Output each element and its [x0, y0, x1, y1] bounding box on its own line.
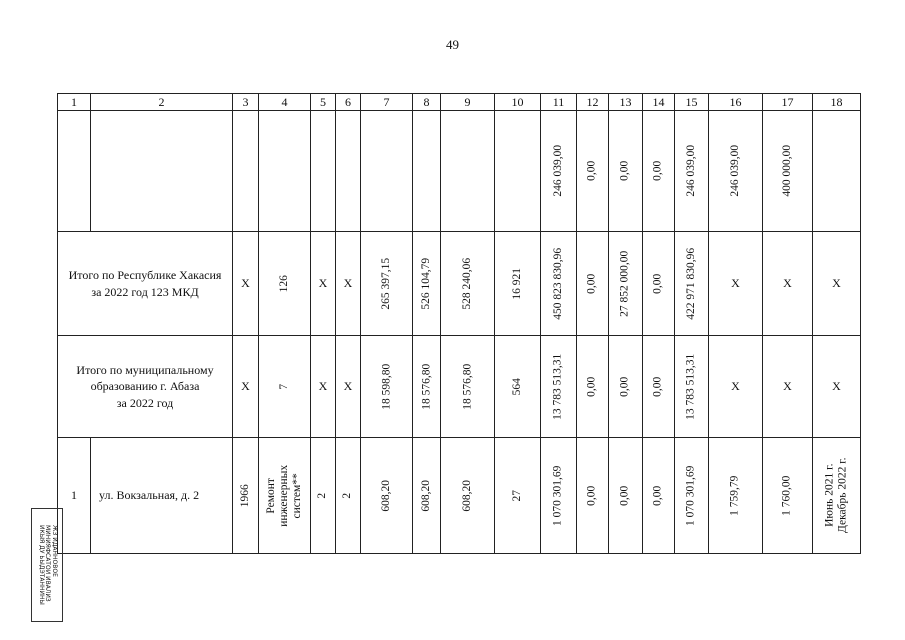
header-col-12 [577, 94, 609, 111]
row-top-col-17 [763, 111, 813, 232]
row-total-abaza-col-14-text: 0,00 [651, 376, 664, 397]
row-item-col-10-text: 27 [510, 489, 523, 502]
row-item-col-3-text: 1966 [238, 484, 251, 507]
row-total-khakasia-col-8 [413, 232, 441, 336]
header-col-2-text: 2 [158, 94, 165, 109]
row-total-khakasia-col-13-text: 27 852 000,00 [618, 250, 631, 317]
row-item-col-14 [643, 438, 675, 554]
page-number: 49 [446, 37, 459, 52]
row-item-col-5 [311, 438, 336, 554]
row-total-abaza-col-6 [336, 336, 361, 438]
row-item-col-4-text: Ремонт инженерных систем** [264, 464, 304, 527]
row-total-abaza-col-15-text: 13 783 513,31 [684, 353, 697, 420]
header-col-3-text: 3 [242, 94, 249, 109]
header-col-1 [58, 94, 91, 111]
row-top-col-18 [813, 111, 861, 232]
row-total-khakasia-col-17-text: X [783, 276, 792, 291]
row-item-col-2 [91, 438, 233, 554]
row-total-khakasia-col-11 [541, 232, 577, 336]
row-total-abaza-col-4-text: 7 [277, 383, 290, 390]
row-total-khakasia-col-4 [259, 232, 311, 336]
row-total-abaza-col-7 [361, 336, 413, 438]
header-col-3 [233, 94, 259, 111]
row-top-col-4 [259, 111, 311, 232]
row-total-khakasia-col-15 [675, 232, 709, 336]
row-total-abaza-col-10 [495, 336, 541, 438]
header-col-4 [259, 94, 311, 111]
row-top-col-5 [311, 111, 336, 232]
row-total-abaza-col-3-text: X [241, 379, 250, 394]
row-total-abaza-col-15 [675, 336, 709, 438]
row-total-khakasia-col-13 [609, 232, 643, 336]
row-total-abaza-col-9-text: 18 576,80 [460, 363, 473, 410]
row-total-abaza-col-16-text: X [731, 379, 740, 394]
header-col-13 [609, 94, 643, 111]
row-item-col-17 [763, 438, 813, 554]
row-total-abaza-col-8-text: 18 576,80 [419, 363, 432, 410]
row-total-khakasia-col-5-text: X [318, 276, 328, 291]
header-col-13-text: 13 [619, 94, 632, 109]
header-col-11-text: 11 [552, 94, 565, 109]
row-item-col-15-text: 1 070 301,69 [684, 465, 697, 526]
header-col-5-text: 5 [320, 94, 326, 109]
row-total-abaza-label [58, 336, 233, 438]
row-total-khakasia-col-16-text: X [731, 276, 740, 291]
row-total-abaza-col-5-text: X [318, 379, 328, 394]
row-total-abaza-col-3 [233, 336, 259, 438]
row-total-khakasia-col-7 [361, 232, 413, 336]
header-col-18 [813, 94, 861, 111]
row-total-abaza-col-11-text: 13 783 513,31 [551, 353, 564, 420]
row-top-col-7 [361, 111, 413, 232]
row-total-abaza-col-6-text: X [343, 379, 353, 394]
row-top-col-6 [336, 111, 361, 232]
row-total-khakasia-label [58, 232, 233, 336]
row-total-khakasia-col-4-text: 126 [277, 274, 290, 293]
row-item-col-16 [709, 438, 763, 554]
row-total-khakasia-col-6 [336, 232, 361, 336]
row-top-col-16 [709, 111, 763, 232]
row-total-abaza-col-4 [259, 336, 311, 438]
header-col-15 [675, 94, 709, 111]
header-col-10-text: 10 [511, 94, 524, 109]
header-col-5 [311, 94, 336, 111]
header-col-14-text: 14 [652, 94, 665, 109]
row-total-abaza-col-13 [609, 336, 643, 438]
row-top-col-10 [495, 111, 541, 232]
row-top-col-15-text: 246 039,00 [684, 145, 697, 197]
row-item-col-11 [541, 438, 577, 554]
row-total-khakasia-label-text: Итого по Республике Хакасия за 2022 год 123 МКД [68, 268, 222, 299]
row-item-col-8-text: 608,20 [419, 479, 432, 512]
row-top-col-2 [91, 111, 233, 232]
header-col-7 [361, 94, 413, 111]
row-top-col-17-text: 400 000,00 [780, 145, 793, 197]
row-top-col-9 [441, 111, 495, 232]
row-top-col-11 [541, 111, 577, 232]
header-col-17 [763, 94, 813, 111]
header-col-8 [413, 94, 441, 111]
row-item-col-13 [609, 438, 643, 554]
row-total-khakasia-col-11-text: 450 823 830,96 [551, 247, 564, 320]
header-col-9-text: 9 [464, 94, 471, 109]
row-item-col-15 [675, 438, 709, 554]
header-col-1-text: 1 [71, 94, 77, 109]
header-col-16-text: 16 [729, 94, 742, 109]
row-item-col-11-text: 1 070 301,69 [551, 465, 564, 526]
row-total-abaza-col-5 [311, 336, 336, 438]
row-total-khakasia-col-9-text: 528 240,06 [460, 257, 473, 310]
row-item-col-6 [336, 438, 361, 554]
row-item-col-6-text: 2 [341, 492, 354, 499]
row-top-col-14-text: 0,00 [651, 160, 664, 182]
header-col-14 [643, 94, 675, 111]
row-item-col-14-text: 0,00 [651, 485, 664, 506]
row-top-col-3 [233, 111, 259, 232]
header-col-18-text: 18 [830, 94, 843, 109]
row-total-khakasia-col-3 [233, 232, 259, 336]
row-total-khakasia-col-15-text: 422 971 830,96 [684, 247, 697, 320]
row-top-col-8 [413, 111, 441, 232]
header-col-16 [709, 94, 763, 111]
row-total-abaza-col-11 [541, 336, 577, 438]
row-item-col-7-text: 608,20 [379, 479, 392, 512]
row-total-abaza-col-12-text: 0,00 [585, 376, 598, 397]
row-total-abaza-col-9 [441, 336, 495, 438]
row-total-khakasia-col-14-text: 0,00 [651, 273, 664, 294]
row-total-abaza-col-18-text: X [832, 379, 841, 394]
row-total-abaza-col-18 [813, 336, 861, 438]
row-item-col-5-text: 2 [316, 492, 329, 499]
row-item-col-1-text: 1 [71, 488, 77, 503]
row-total-khakasia-col-14 [643, 232, 675, 336]
header-col-12-text: 12 [586, 94, 599, 109]
row-top-col-15 [675, 111, 709, 232]
header-col-7-text: 7 [383, 94, 390, 109]
row-item-col-13-text: 0,00 [618, 485, 631, 506]
row-item-col-3 [233, 438, 259, 554]
row-total-khakasia-col-7-text: 265 397,15 [379, 257, 392, 310]
row-top-col-11-text: 246 039,00 [551, 145, 564, 197]
header-col-17-text: 17 [781, 94, 794, 109]
row-top-col-14 [643, 111, 675, 232]
header-col-9 [441, 94, 495, 111]
row-total-khakasia-col-18 [813, 232, 861, 336]
header-col-6 [336, 94, 361, 111]
header-col-6-text: 6 [345, 94, 351, 109]
row-total-abaza-col-14 [643, 336, 675, 438]
header-col-4-text: 4 [281, 94, 288, 109]
row-item-col-9-text: 608,20 [460, 479, 473, 512]
row-total-khakasia-col-16 [709, 232, 763, 336]
header-col-10 [495, 94, 541, 111]
row-total-khakasia-col-8-text: 526 104,79 [419, 257, 432, 310]
row-total-khakasia-col-17 [763, 232, 813, 336]
data-table [57, 93, 861, 554]
row-total-khakasia-col-3-text: X [241, 276, 250, 291]
row-item-col-12-text: 0,00 [585, 485, 598, 506]
row-total-khakasia-col-6-text: X [343, 276, 353, 291]
row-total-abaza-label-text: Итого по муниципальному образованию г. Абаза за 2022 год [76, 363, 214, 410]
row-total-abaza-col-17 [763, 336, 813, 438]
row-item-col-8 [413, 438, 441, 554]
row-total-abaza-col-16 [709, 336, 763, 438]
row-total-khakasia-col-5 [311, 232, 336, 336]
row-top-col-12 [577, 111, 609, 232]
row-total-abaza-col-10-text: 564 [510, 377, 523, 396]
row-total-khakasia-col-18-text: X [832, 276, 841, 291]
row-item-col-2-text: ул. Вокзальная, д. 2 [99, 488, 200, 503]
row-total-abaza-col-13-text: 0,00 [618, 376, 631, 397]
header-col-8-text: 8 [423, 94, 430, 109]
row-item-col-12 [577, 438, 609, 554]
row-total-khakasia-col-9 [441, 232, 495, 336]
stamp-text: ЖЗ ИДАННОВОЕ МИНИЯФСАТОИ ИВАЛИЗ ИКЫЯ ДУ ЬЫДЭТАННИНЫ [37, 525, 58, 605]
row-item-col-10 [495, 438, 541, 554]
row-top-col-12-text: 0,00 [585, 160, 598, 182]
row-item-col-16-text: 1 759,79 [728, 475, 741, 516]
row-total-khakasia-col-12 [577, 232, 609, 336]
row-total-khakasia-col-10-text: 16 921 [510, 267, 523, 300]
row-item-col-18 [813, 438, 861, 554]
row-item-col-18-text: Июнь 2021 г. Декабрь 2022 г. [823, 457, 849, 534]
row-item-col-7 [361, 438, 413, 554]
row-top-col-13-text: 0,00 [618, 160, 631, 182]
row-top-col-1 [58, 111, 91, 232]
row-total-abaza-col-8 [413, 336, 441, 438]
row-total-khakasia-col-10 [495, 232, 541, 336]
header-col-11 [541, 94, 577, 111]
header-col-2 [91, 94, 233, 111]
row-item-col-4 [259, 438, 311, 554]
row-total-abaza-col-12 [577, 336, 609, 438]
row-total-khakasia-col-12-text: 0,00 [585, 273, 598, 294]
header-col-15-text: 15 [685, 94, 698, 109]
row-total-abaza-col-17-text: X [783, 379, 792, 394]
approval-stamp [31, 508, 63, 622]
row-top-col-16-text: 246 039,00 [728, 145, 741, 197]
row-top-col-13 [609, 111, 643, 232]
row-total-abaza-col-7-text: 18 598,80 [379, 363, 392, 410]
row-item-col-17-text: 1 760,00 [780, 475, 793, 516]
row-item-col-9 [441, 438, 495, 554]
